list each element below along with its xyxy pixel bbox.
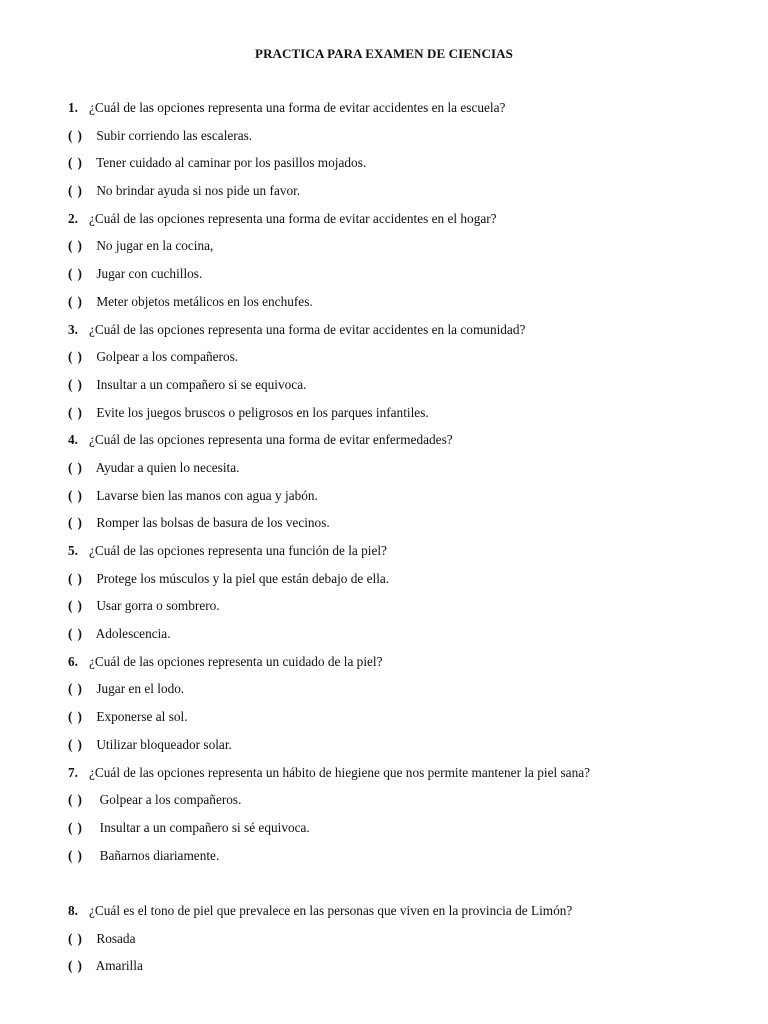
close-paren: ) xyxy=(77,958,82,974)
open-paren: ( xyxy=(68,376,73,392)
open-paren: ( xyxy=(68,183,73,199)
question-number: 4. xyxy=(68,432,78,448)
answer-option-text: Protege los músculos y la piel que están debajo de ella. xyxy=(93,570,390,586)
answer-option xyxy=(68,292,728,320)
answer-option-text: Subir corriendo las escaleras. xyxy=(93,127,253,143)
answer-option xyxy=(68,624,728,652)
open-paren: ( xyxy=(68,459,73,475)
open-paren: ( xyxy=(68,404,73,420)
question-number: 2. xyxy=(68,210,78,226)
answer-checkbox[interactable] xyxy=(68,347,93,367)
answer-option xyxy=(68,403,728,431)
answer-option-text: Ayudar a quien lo necesita. xyxy=(93,459,240,475)
question-number: 8. xyxy=(68,902,78,918)
answer-checkbox[interactable] xyxy=(68,236,93,256)
close-paren: ) xyxy=(77,266,82,282)
answer-checkbox[interactable] xyxy=(68,569,93,589)
answer-checkbox[interactable] xyxy=(68,790,93,810)
close-paren: ) xyxy=(77,515,82,531)
close-paren: ) xyxy=(77,570,82,586)
answer-option xyxy=(68,375,728,403)
answer-option-text: Usar gorra o sombrero. xyxy=(93,598,220,614)
answer-option-text: Insultar a un compañero si se equivoca. xyxy=(93,376,307,392)
answer-option xyxy=(68,236,728,264)
document-title: PRACTICA PARA EXAMEN DE CIENCIAS xyxy=(255,46,513,61)
question-text: ¿Cuál de las opciones representa una forma de evitar accidentes en el hogar? xyxy=(89,210,497,226)
answer-checkbox[interactable] xyxy=(68,403,93,423)
open-paren: ( xyxy=(68,515,73,531)
close-paren: ) xyxy=(77,238,82,254)
close-paren: ) xyxy=(77,127,82,143)
answer-checkbox[interactable] xyxy=(68,375,93,395)
answer-option xyxy=(68,846,728,874)
close-paren: ) xyxy=(77,349,82,365)
question-number: 5. xyxy=(68,543,78,558)
answer-option xyxy=(68,153,728,181)
close-paren: ) xyxy=(77,626,82,642)
answer-checkbox[interactable] xyxy=(68,181,93,201)
answer-option-text: Golpear a los compañeros. xyxy=(93,792,242,808)
open-paren: ( xyxy=(68,819,73,835)
open-paren: ( xyxy=(68,570,73,586)
question-text: ¿Cuál de las opciones representa una forma de evitar enfermedades? xyxy=(89,432,453,448)
answer-option-text: Jugar con cuchillos. xyxy=(93,266,203,282)
answer-option-text: Romper las bolsas de basura de los vecinos. xyxy=(93,515,330,531)
question-line xyxy=(68,763,728,791)
question-8 xyxy=(68,901,728,984)
open-paren: ( xyxy=(68,792,73,808)
answer-option-text: Bañarnos diariamente. xyxy=(93,847,220,863)
answer-option xyxy=(68,929,728,957)
open-paren: ( xyxy=(68,598,73,614)
answer-checkbox[interactable] xyxy=(68,126,93,146)
question-number: 3. xyxy=(68,321,78,337)
question-line xyxy=(68,209,728,237)
question-line xyxy=(68,98,728,126)
answer-checkbox[interactable] xyxy=(68,735,93,755)
question-text: ¿Cuál de las opciones representa una función de la piel? xyxy=(89,543,387,558)
open-paren: ( xyxy=(68,349,73,365)
answer-checkbox[interactable] xyxy=(68,486,93,506)
question-2 xyxy=(68,209,728,320)
answer-option-text: Golpear a los compañeros. xyxy=(93,349,239,365)
question-3 xyxy=(68,320,728,431)
open-paren: ( xyxy=(68,847,73,863)
close-paren: ) xyxy=(77,293,82,309)
question-text: ¿Cuál de las opciones representa una forma de evitar accidentes en la comunidad? xyxy=(89,321,526,337)
answer-checkbox[interactable] xyxy=(68,596,93,616)
answer-checkbox[interactable] xyxy=(68,679,93,699)
close-paren: ) xyxy=(77,598,82,614)
answer-checkbox[interactable] xyxy=(68,153,93,173)
answer-option-text: No brindar ayuda si nos pide un favor. xyxy=(93,183,301,199)
question-line xyxy=(68,652,728,680)
answer-option xyxy=(68,707,728,735)
close-paren: ) xyxy=(77,847,82,863)
question-text: ¿Cuál de las opciones representa un cuidado de la piel? xyxy=(89,653,383,669)
answer-option xyxy=(68,126,728,154)
question-list xyxy=(68,98,728,984)
answer-checkbox[interactable] xyxy=(68,458,93,478)
answer-option-text: Amarilla xyxy=(93,958,143,974)
close-paren: ) xyxy=(77,930,82,946)
answer-option-text: Rosada xyxy=(93,930,136,946)
answer-option xyxy=(68,181,728,209)
question-line xyxy=(68,901,728,929)
answer-checkbox[interactable] xyxy=(68,292,93,312)
question-text: ¿Cuál es el tono de piel que prevalece en las personas que viven en la provincia de Limón? xyxy=(89,902,573,918)
answer-option-text: Meter objetos metálicos en los enchufes. xyxy=(93,293,313,309)
answer-option xyxy=(68,569,728,597)
close-paren: ) xyxy=(77,183,82,199)
answer-checkbox[interactable] xyxy=(68,846,93,866)
answer-option xyxy=(68,264,728,292)
answer-option-text: Exponerse al sol. xyxy=(93,709,188,725)
open-paren: ( xyxy=(68,958,73,974)
answer-option xyxy=(68,790,728,818)
question-number: 7. xyxy=(68,764,78,780)
question-text: ¿Cuál de las opciones representa un hábito de hiegiene que nos permite mantener la piel sana? xyxy=(89,764,591,780)
answer-option xyxy=(68,735,728,763)
answer-option xyxy=(68,679,728,707)
close-paren: ) xyxy=(77,155,82,171)
open-paren: ( xyxy=(68,626,73,642)
answer-checkbox[interactable] xyxy=(68,818,93,838)
answer-option-text: Adolescencia. xyxy=(93,626,171,642)
answer-checkbox[interactable] xyxy=(68,929,93,949)
close-paren: ) xyxy=(77,709,82,725)
answer-option-text: Jugar en el lodo. xyxy=(93,681,185,697)
open-paren: ( xyxy=(68,487,73,503)
open-paren: ( xyxy=(68,681,73,697)
answer-option xyxy=(68,956,728,984)
answer-option xyxy=(68,596,728,624)
answer-checkbox[interactable] xyxy=(68,264,93,284)
question-4 xyxy=(68,430,728,541)
question-line xyxy=(68,430,728,458)
answer-checkbox[interactable] xyxy=(68,513,93,533)
open-paren: ( xyxy=(68,293,73,309)
question-1 xyxy=(68,98,728,209)
close-paren: ) xyxy=(77,681,82,697)
answer-option-text: Evite los juegos bruscos o peligrosos en los parques infantiles. xyxy=(93,404,429,420)
close-paren: ) xyxy=(77,376,82,392)
answer-option xyxy=(68,458,728,486)
answer-option xyxy=(68,818,728,846)
open-paren: ( xyxy=(68,930,73,946)
answer-checkbox[interactable] xyxy=(68,956,93,976)
open-paren: ( xyxy=(68,266,73,282)
open-paren: ( xyxy=(68,155,73,171)
question-number: 6. xyxy=(68,653,78,669)
question-6 xyxy=(68,652,728,763)
answer-option-text: Utilizar bloqueador solar. xyxy=(93,736,232,752)
close-paren: ) xyxy=(77,792,82,808)
answer-option-text: Insultar a un compañero si sé equivoca. xyxy=(93,819,310,835)
question-number: 1. xyxy=(68,100,78,115)
answer-option-text: Lavarse bien las manos con agua y jabón. xyxy=(93,487,318,503)
answer-option xyxy=(68,486,728,514)
open-paren: ( xyxy=(68,736,73,752)
answer-option-text: No jugar en la cocina, xyxy=(93,238,214,254)
open-paren: ( xyxy=(68,238,73,254)
open-paren: ( xyxy=(68,127,73,143)
close-paren: ) xyxy=(77,819,82,835)
question-line xyxy=(68,541,728,569)
question-line xyxy=(68,320,728,348)
question-text: ¿Cuál de las opciones representa una forma de evitar accidentes en la escuela? xyxy=(89,100,506,115)
answer-option xyxy=(68,347,728,375)
answer-option-text: Tener cuidado al caminar por los pasillos mojados. xyxy=(93,155,367,171)
answer-option xyxy=(68,513,728,541)
question-7 xyxy=(68,763,728,874)
close-paren: ) xyxy=(77,487,82,503)
answer-checkbox[interactable] xyxy=(68,707,93,727)
close-paren: ) xyxy=(77,459,82,475)
question-5 xyxy=(68,541,728,652)
answer-checkbox[interactable] xyxy=(68,624,93,644)
open-paren: ( xyxy=(68,709,73,725)
close-paren: ) xyxy=(77,404,82,420)
close-paren: ) xyxy=(77,736,82,752)
